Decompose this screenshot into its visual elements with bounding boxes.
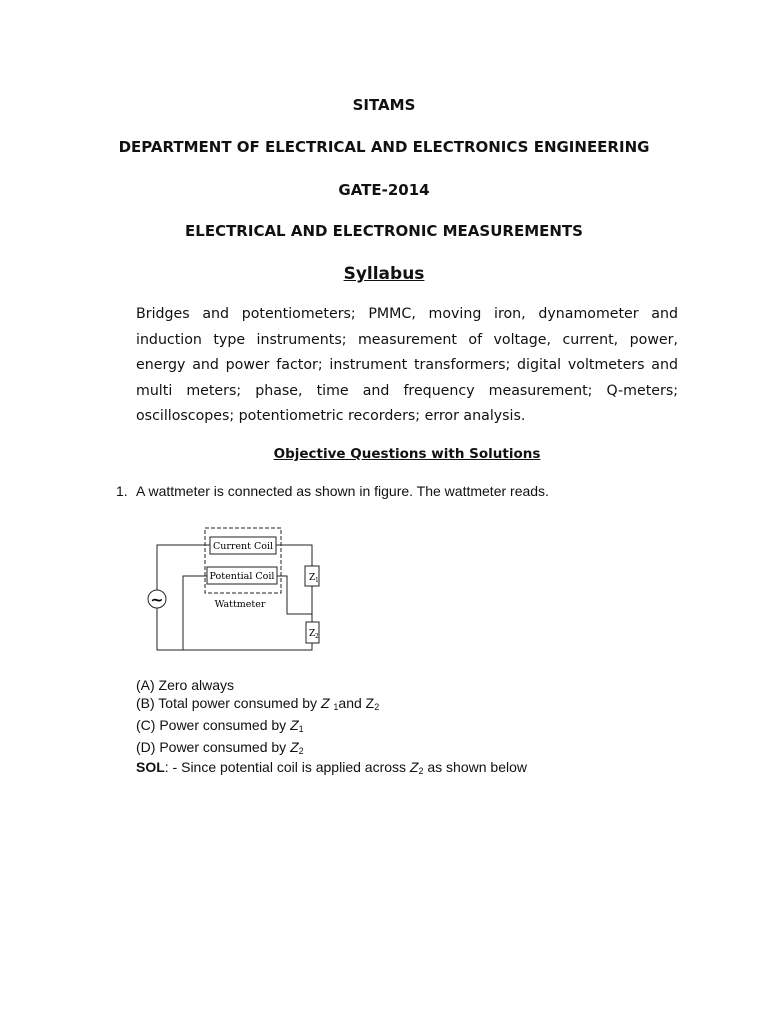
z1-subscript: 1 <box>315 577 319 584</box>
objective-questions-heading: Objective Questions with Solutions <box>273 446 541 462</box>
solution-label: SOL <box>136 759 165 775</box>
wattmeter-enclosure <box>205 528 281 593</box>
subject-title: ELECTRICAL AND ELECTRONIC MEASUREMENTS <box>185 222 583 240</box>
syllabus-paragraph <box>136 302 678 430</box>
ac-source-tilde: ~ <box>150 590 164 609</box>
option-d: (D) Power consumed by $Z_2$ <box>136 739 304 756</box>
current-coil-label: Current Coil <box>212 541 274 552</box>
syllabus-line: oscilloscopes; potentiometric recorders; error analysis. <box>136 408 526 424</box>
syllabus-line: Bridges and potentiometers; PMMC, moving iron, dynamometer and <box>136 306 678 322</box>
exam-title: GATE-2014 <box>338 181 430 199</box>
option-c: (C) Power consumed by $Z_1$ <box>136 717 304 734</box>
question-number: 1. <box>116 483 128 499</box>
syllabus-line: energy and power factor; instrument transformers; digital voltmeters and <box>136 357 678 373</box>
institution-title: SITAMS <box>352 96 416 114</box>
question-text: A wattmeter is connected as shown in figure. The wattmeter reads. <box>136 483 549 499</box>
z2-label: Z <box>309 629 316 639</box>
wattmeter-label: Wattmeter <box>214 599 266 610</box>
z1-label: Z <box>309 573 316 583</box>
option-b: (B) Total power consumed by Z $_1$and $Z_2$ <box>136 695 380 712</box>
z2-subscript: 2 <box>315 633 319 640</box>
potential-coil-label: Potential Coil <box>209 571 275 582</box>
wattmeter-circuit-diagram <box>140 522 340 657</box>
question-1 <box>116 483 549 499</box>
syllabus-line: multi meters; phase, time and frequency measurement; Q-meters; <box>136 382 678 399</box>
syllabus-line: induction type instruments; measurement of voltage, current, power, <box>136 331 678 348</box>
option-a: (A) Zero always <box>136 677 235 693</box>
solution-line: SOL: - Since potential coil is applied across $Z_2$ as shown below <box>136 759 527 776</box>
department-title: DEPARTMENT OF ELECTRICAL AND ELECTRONICS ENGINEERING <box>118 138 650 156</box>
syllabus-heading: Syllabus <box>343 264 425 284</box>
answer-options <box>136 676 379 760</box>
